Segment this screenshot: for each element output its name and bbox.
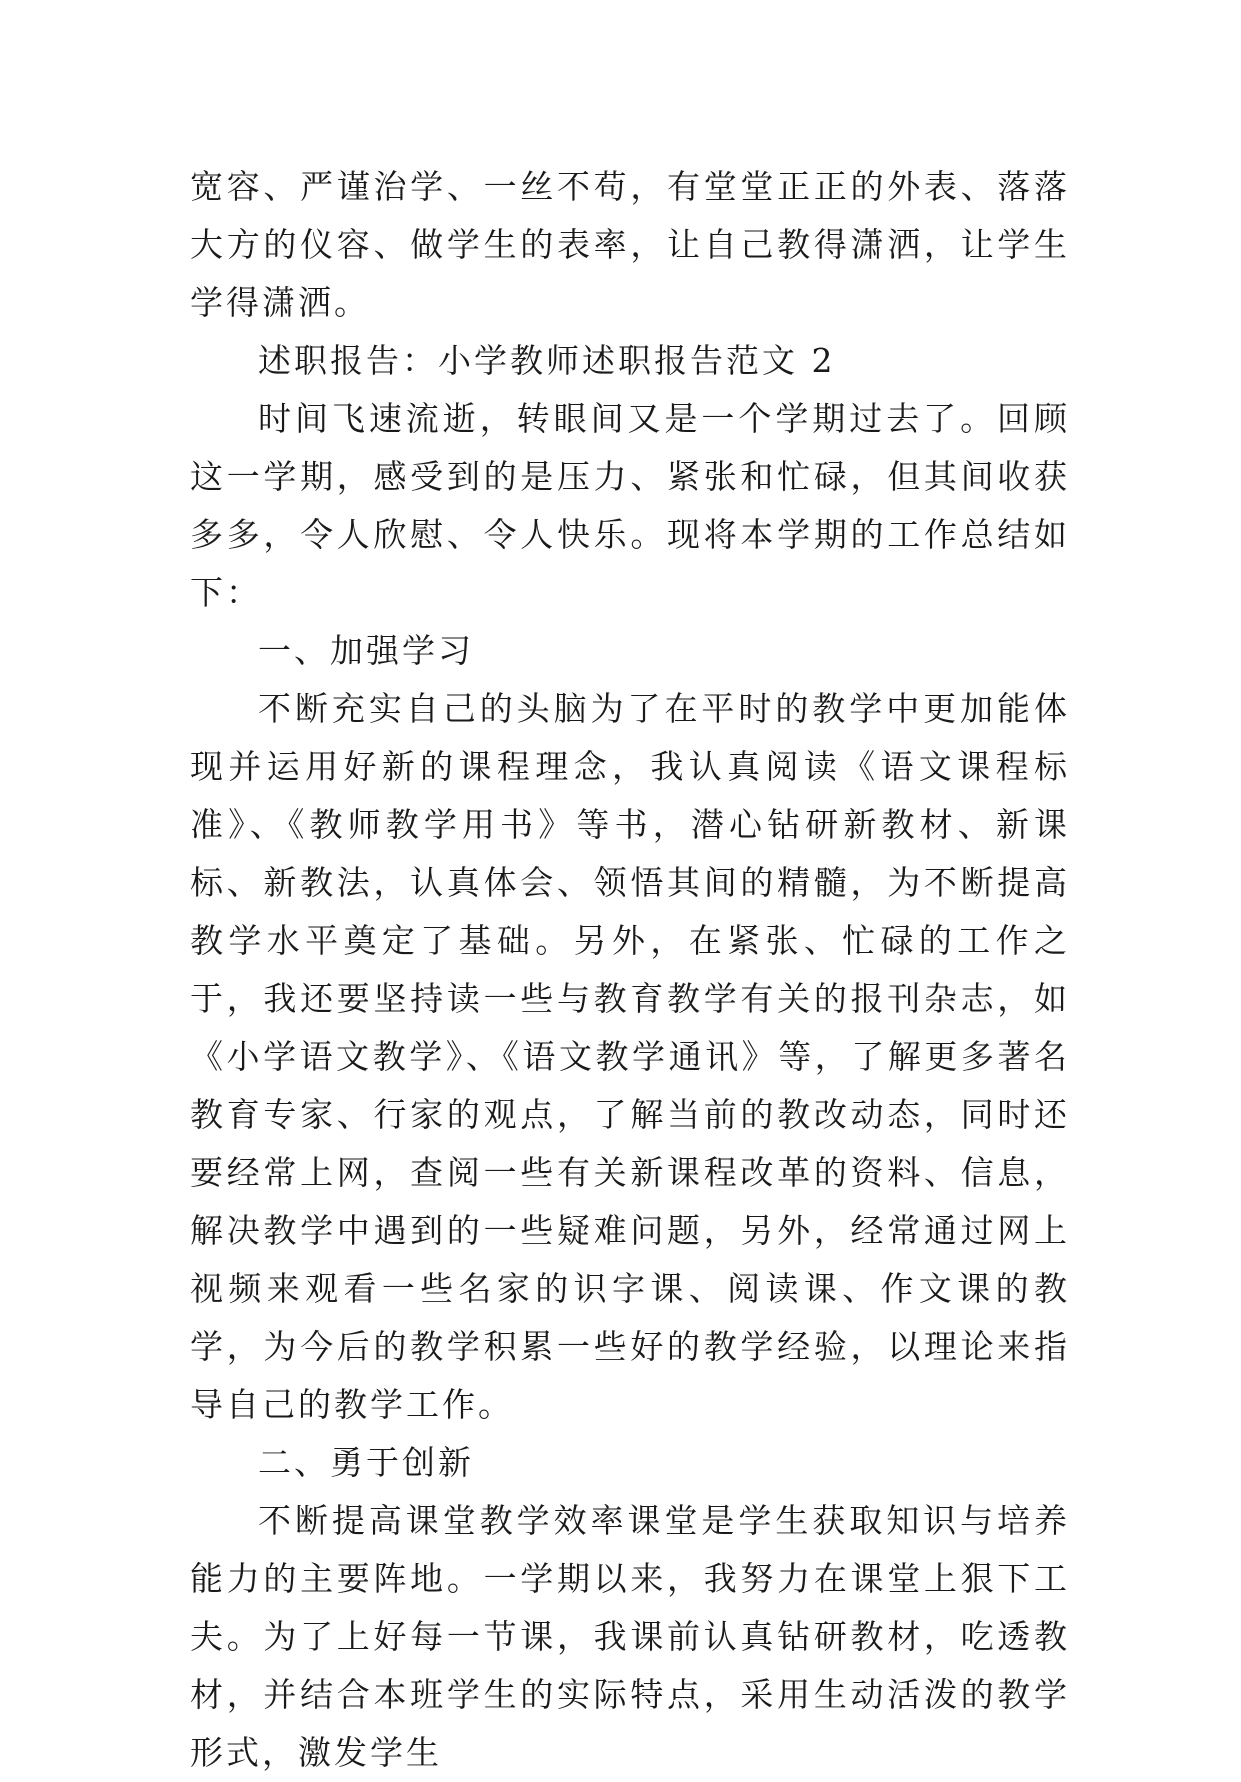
heading-innovation: 二、勇于创新 bbox=[258, 1443, 474, 1482]
document-body bbox=[190, 158, 1070, 1782]
paragraph-innovation: 不断提高课堂教学效率课堂是学生获取知识与培养能力的主要阵地。一学期以来，我努力在课堂上狠下工夫。为了上好每一节课，我课前认真钻研教材，吃透教材，并结合本班学生的实际特点，采用生动活泼的教学形式，激发学生 bbox=[190, 1501, 1070, 1772]
heading-strengthen-learning: 一、加强学习 bbox=[258, 631, 474, 670]
paragraph-learning: 不断充实自己的头脑为了在平时的教学中更加能体现并运用好新的课程理念，我认真阅读《语文课程标准》、《教师教学用书》等书，潜心钻研新教材、新课标、新教法，认真体会、领悟其间的精髓，为不断提高教学水平奠定了基础。另外，在紧张、忙碌的工作之于，我还要坚持读一些与教育教学有关的报刊杂志，如《小学语文教学》、《语文教学通讯》等，了解更多著名教育专家、行家的观点，了解当前的教改动态，同时还要经常上网，查阅一些有关新课程改革的资料、信息，解决教学中遇到的一些疑难问题，另外，经常通过网上视频来观看一些名家的识字课、阅读课、作文课的教学，为今后的教学积累一些好的教学经验，以理论来指导自己的教学工作。 bbox=[190, 689, 1070, 1424]
paragraph-continuation: 宽容、严谨治学、一丝不苟，有堂堂正正的外表、落落大方的仪容、做学生的表率，让自己教得潇洒，让学生学得潇洒。 bbox=[190, 167, 1070, 322]
paragraph-intro: 时间飞速流逝，转眼间又是一个学期过去了。回顾这一学期，感受到的是压力、紧张和忙碌，但其间收获多多，令人欣慰、令人快乐。现将本学期的工作总结如下： bbox=[190, 399, 1070, 612]
section-title: 述职报告：小学教师述职报告范文 2 bbox=[258, 341, 836, 380]
